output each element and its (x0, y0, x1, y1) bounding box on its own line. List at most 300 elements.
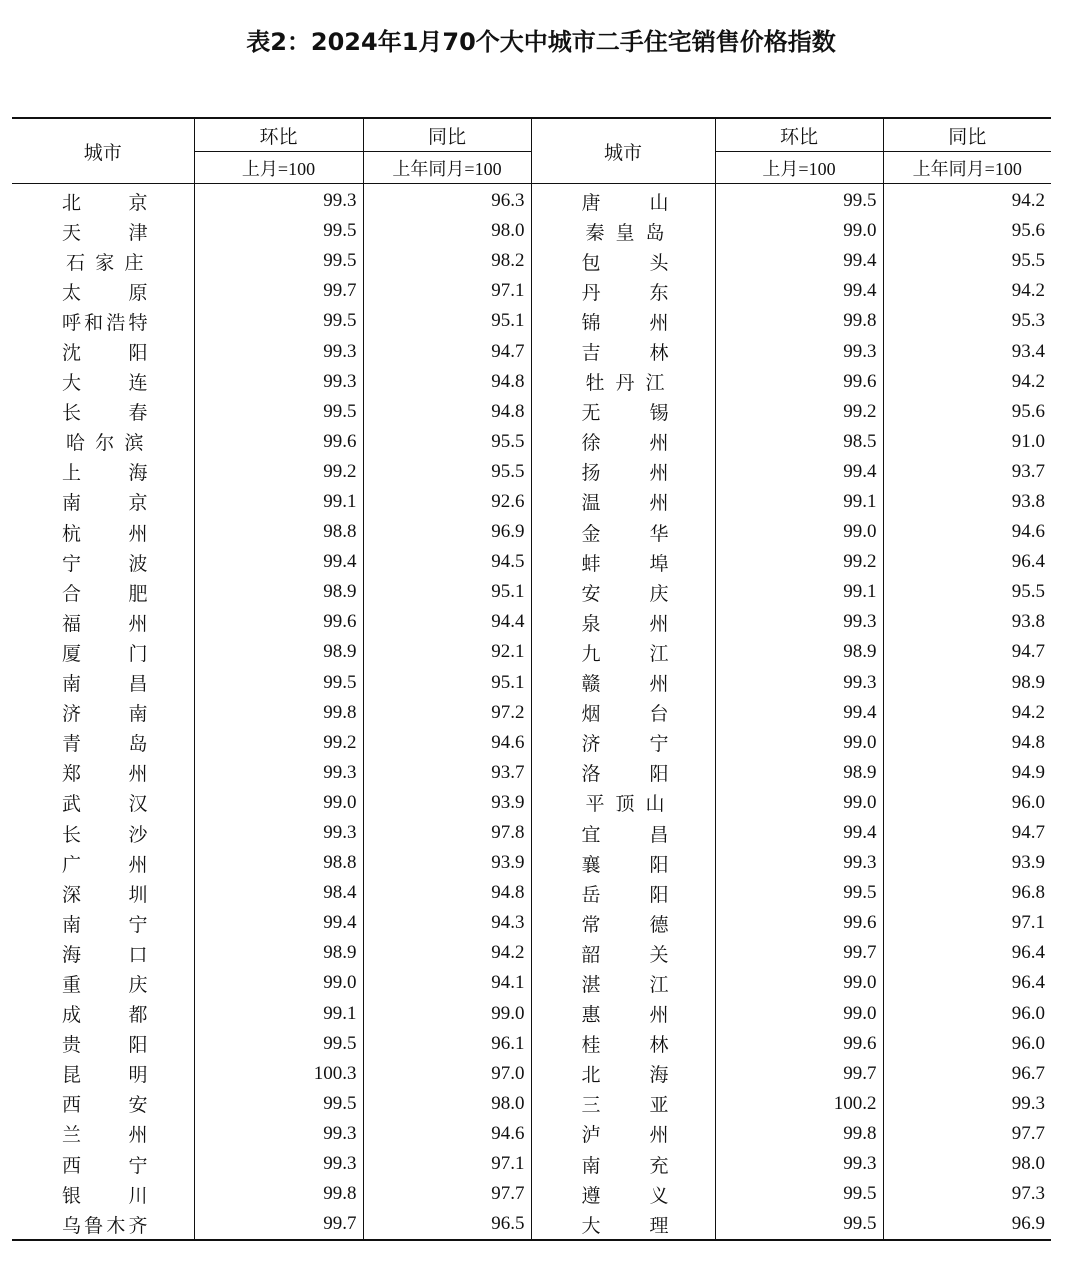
right-yoy-value: 96.4 (883, 968, 1051, 998)
right-city-cell (531, 367, 715, 397)
left-mom-value: 99.1 (194, 999, 363, 1029)
table-row (12, 999, 1051, 1029)
left-city-cell (12, 184, 194, 217)
right-city-cell (531, 276, 715, 306)
right-mom-value: 98.5 (715, 427, 883, 457)
left-city-cell (12, 1089, 194, 1119)
left-mom-value: 99.5 (194, 397, 363, 427)
right-yoy-value: 93.8 (883, 487, 1051, 517)
right-mom-value: 99.0 (715, 216, 883, 246)
right-mom-value: 99.0 (715, 968, 883, 998)
left-mom-value: 99.3 (194, 1149, 363, 1179)
left-city-cell (12, 427, 194, 457)
left-mom-value: 100.3 (194, 1059, 363, 1089)
right-mom-value: 99.8 (715, 1119, 883, 1149)
table-row (12, 1209, 1051, 1240)
left-yoy-value: 93.9 (363, 848, 531, 878)
left-yoy-value: 94.6 (363, 1119, 531, 1149)
right-city-header: 城市 (531, 118, 715, 184)
left-mom-value: 99.5 (194, 1089, 363, 1119)
city-name: 海 口 (62, 943, 148, 966)
table-row (12, 276, 1051, 306)
city-name: 岳 阳 (581, 883, 669, 906)
city-name: 三 亚 (581, 1094, 669, 1117)
right-yoy-value: 94.2 (883, 698, 1051, 728)
right-mom-value: 99.6 (715, 1029, 883, 1059)
right-yoy-value: 94.9 (883, 758, 1051, 788)
left-mom-value: 99.5 (194, 246, 363, 276)
city-name: 重 庆 (62, 973, 148, 996)
right-yoy-value: 94.7 (883, 818, 1051, 848)
right-mom-value: 99.4 (715, 698, 883, 728)
city-name: 天 津 (62, 221, 148, 244)
right-yoy-value: 97.1 (883, 908, 1051, 938)
left-city-cell (12, 1119, 194, 1149)
city-name: 福 州 (62, 612, 148, 635)
left-yoy-value: 96.3 (363, 184, 531, 217)
right-yoy-value: 96.9 (883, 1209, 1051, 1240)
city-name: 九 江 (581, 642, 669, 665)
right-city-cell (531, 728, 715, 758)
left-city-cell (12, 758, 194, 788)
left-city-cell (12, 788, 194, 818)
left-yoy-value: 94.5 (363, 547, 531, 577)
table-row (12, 878, 1051, 908)
left-mom-value: 99.3 (194, 336, 363, 366)
left-city-cell (12, 397, 194, 427)
left-yoy-value: 94.8 (363, 367, 531, 397)
left-mom-value: 99.2 (194, 728, 363, 758)
left-city-cell (12, 848, 194, 878)
right-yoy-value: 97.3 (883, 1179, 1051, 1209)
right-yoy-value: 94.2 (883, 276, 1051, 306)
left-city-cell (12, 999, 194, 1029)
city-name: 遵 义 (581, 1184, 669, 1207)
left-mom-value: 99.3 (194, 1119, 363, 1149)
left-mom-value: 99.6 (194, 427, 363, 457)
table-row (12, 1089, 1051, 1119)
left-yoy-value: 92.6 (363, 487, 531, 517)
left-yoy-value: 96.9 (363, 517, 531, 547)
right-city-cell (531, 184, 715, 217)
right-mom-value: 99.4 (715, 276, 883, 306)
city-name: 西 安 (62, 1094, 148, 1117)
left-city-cell (12, 276, 194, 306)
left-mom-value: 99.3 (194, 758, 363, 788)
right-city-cell (531, 698, 715, 728)
right-mom-value: 99.0 (715, 517, 883, 547)
right-mom-value: 99.1 (715, 487, 883, 517)
right-mom-header: 环比 (715, 118, 883, 152)
city-name: 太 原 (62, 281, 148, 304)
right-yoy-value: 95.5 (883, 577, 1051, 607)
table-row (12, 938, 1051, 968)
table-row (12, 184, 1051, 217)
right-city-cell (531, 577, 715, 607)
table-row (12, 758, 1051, 788)
right-city-cell (531, 457, 715, 487)
right-mom-value: 99.5 (715, 1209, 883, 1240)
right-city-cell (531, 607, 715, 637)
left-city-cell (12, 487, 194, 517)
left-mom-value: 99.0 (194, 788, 363, 818)
right-city-cell (531, 1209, 715, 1240)
right-city-cell (531, 938, 715, 968)
right-yoy-value: 96.0 (883, 788, 1051, 818)
left-yoy-value: 97.0 (363, 1059, 531, 1089)
left-mom-value: 99.7 (194, 1209, 363, 1240)
right-yoy-value: 94.2 (883, 184, 1051, 217)
city-name: 蚌 埠 (581, 552, 669, 575)
right-yoy-value: 96.4 (883, 547, 1051, 577)
left-yoy-value: 95.5 (363, 457, 531, 487)
city-name: 南 京 (62, 492, 148, 515)
left-yoy-value: 93.9 (363, 788, 531, 818)
city-name: 南 充 (581, 1154, 669, 1177)
city-name: 包 头 (581, 251, 669, 274)
left-yoy-value: 98.0 (363, 1089, 531, 1119)
table-row (12, 306, 1051, 336)
right-yoy-value: 94.8 (883, 728, 1051, 758)
left-mom-value: 98.4 (194, 878, 363, 908)
table-row (12, 577, 1051, 607)
left-yoy-value: 94.3 (363, 908, 531, 938)
table-row (12, 246, 1051, 276)
table-row (12, 1029, 1051, 1059)
table-row (12, 397, 1051, 427)
right-yoy-value: 94.2 (883, 367, 1051, 397)
city-name: 温 州 (581, 492, 669, 515)
left-yoy-value: 97.8 (363, 818, 531, 848)
right-yoy-value: 94.7 (883, 637, 1051, 667)
left-city-cell (12, 336, 194, 366)
table-row (12, 517, 1051, 547)
right-yoy-value: 99.3 (883, 1089, 1051, 1119)
city-name: 北 京 (62, 191, 148, 214)
right-mom-value: 98.9 (715, 637, 883, 667)
left-mom-value: 99.5 (194, 216, 363, 246)
city-name: 杭 州 (62, 522, 148, 545)
table-row (12, 788, 1051, 818)
city-name: 广 州 (62, 853, 148, 876)
left-city-cell (12, 577, 194, 607)
left-city-cell (12, 728, 194, 758)
table-body (12, 184, 1051, 1241)
right-mom-value: 99.1 (715, 577, 883, 607)
right-mom-value: 99.6 (715, 367, 883, 397)
left-yoy-value: 97.2 (363, 698, 531, 728)
right-mom-value: 99.4 (715, 457, 883, 487)
city-name: 西 宁 (62, 1154, 148, 1177)
right-yoy-value: 95.5 (883, 246, 1051, 276)
city-name: 宁 波 (62, 552, 148, 575)
city-name: 兰 州 (62, 1124, 148, 1147)
city-name: 银 川 (62, 1184, 148, 1207)
city-name: 无 锡 (581, 402, 669, 425)
right-mom-value: 99.3 (715, 848, 883, 878)
right-yoy-value: 91.0 (883, 427, 1051, 457)
city-name: 赣 州 (581, 673, 669, 696)
city-name: 成 都 (62, 1004, 148, 1027)
left-yoy-value: 99.0 (363, 999, 531, 1029)
right-mom-value: 99.2 (715, 397, 883, 427)
right-yoy-value: 97.7 (883, 1119, 1051, 1149)
left-city-cell (12, 668, 194, 698)
left-mom-value: 98.9 (194, 938, 363, 968)
left-mom-value: 98.8 (194, 848, 363, 878)
right-city-cell (531, 908, 715, 938)
right-mom-value: 99.5 (715, 878, 883, 908)
table-row (12, 427, 1051, 457)
left-city-cell (12, 938, 194, 968)
left-city-cell (12, 547, 194, 577)
right-yoy-header: 同比 (883, 118, 1051, 152)
left-yoy-value: 96.1 (363, 1029, 531, 1059)
right-mom-value: 98.9 (715, 758, 883, 788)
left-mom-value: 99.7 (194, 276, 363, 306)
left-mom-value: 99.1 (194, 487, 363, 517)
city-name: 泉 州 (581, 612, 669, 635)
left-yoy-value: 94.8 (363, 397, 531, 427)
city-name: 石 家 庄 (66, 251, 144, 274)
right-yoy-value: 96.0 (883, 999, 1051, 1029)
left-yoy-value: 97.1 (363, 1149, 531, 1179)
left-yoy-value: 97.1 (363, 276, 531, 306)
left-city-cell (12, 246, 194, 276)
left-yoy-value: 98.0 (363, 216, 531, 246)
city-name: 韶 关 (581, 943, 669, 966)
left-mom-value: 99.3 (194, 818, 363, 848)
right-city-cell (531, 216, 715, 246)
right-city-cell (531, 336, 715, 366)
left-mom-value: 98.9 (194, 637, 363, 667)
city-name: 乌 鲁 木 齐 (62, 1214, 148, 1237)
city-name: 平 顶 山 (585, 793, 665, 816)
city-name: 哈 尔 滨 (66, 432, 144, 455)
city-name: 洛 阳 (581, 763, 669, 786)
table-row (12, 848, 1051, 878)
left-mom-value: 99.3 (194, 367, 363, 397)
left-mom-value: 99.5 (194, 668, 363, 698)
right-city-cell (531, 547, 715, 577)
right-yoy-value: 95.6 (883, 397, 1051, 427)
left-city-cell (12, 517, 194, 547)
left-yoy-value: 92.1 (363, 637, 531, 667)
right-city-cell (531, 487, 715, 517)
price-index-table (12, 117, 1051, 1241)
left-city-cell (12, 1149, 194, 1179)
left-mom-value: 99.6 (194, 607, 363, 637)
right-yoy-value: 96.0 (883, 1029, 1051, 1059)
right-city-cell (531, 1029, 715, 1059)
city-name: 厦 门 (62, 642, 148, 665)
table-row (12, 1119, 1051, 1149)
left-yoy-value: 94.1 (363, 968, 531, 998)
left-city-cell (12, 637, 194, 667)
city-name: 南 昌 (62, 673, 148, 696)
city-name: 南 宁 (62, 913, 148, 936)
table-row (12, 607, 1051, 637)
city-name: 北 海 (581, 1064, 669, 1087)
left-mom-value: 99.4 (194, 547, 363, 577)
left-yoy-value: 93.7 (363, 758, 531, 788)
right-mom-value: 99.8 (715, 306, 883, 336)
right-city-cell (531, 1119, 715, 1149)
right-mom-value: 99.0 (715, 999, 883, 1029)
left-city-cell (12, 908, 194, 938)
table-row (12, 1149, 1051, 1179)
left-mom-value: 99.8 (194, 1179, 363, 1209)
left-city-cell (12, 457, 194, 487)
city-name: 烟 台 (581, 703, 669, 726)
city-name: 锦 州 (581, 311, 669, 334)
right-city-cell (531, 1059, 715, 1089)
right-mom-value: 99.4 (715, 246, 883, 276)
table-row (12, 1059, 1051, 1089)
left-yoy-value: 94.8 (363, 878, 531, 908)
left-mom-value: 99.4 (194, 908, 363, 938)
left-mom-value: 98.9 (194, 577, 363, 607)
left-yoy-value: 94.2 (363, 938, 531, 968)
right-mom-value: 100.2 (715, 1089, 883, 1119)
right-yoy-value: 94.6 (883, 517, 1051, 547)
left-yoy-value: 95.5 (363, 427, 531, 457)
left-city-cell (12, 878, 194, 908)
left-yoy-value: 97.7 (363, 1179, 531, 1209)
city-name: 丹 东 (581, 281, 669, 304)
right-city-cell (531, 1179, 715, 1209)
city-name: 济 南 (62, 703, 148, 726)
right-yoy-value: 95.3 (883, 306, 1051, 336)
right-mom-value: 99.3 (715, 1149, 883, 1179)
left-yoy-value: 98.2 (363, 246, 531, 276)
right-mom-value: 99.6 (715, 908, 883, 938)
left-yoy-base: 上年同月=100 (363, 152, 531, 184)
right-city-cell (531, 758, 715, 788)
table-row (12, 457, 1051, 487)
right-city-cell (531, 848, 715, 878)
left-mom-value: 99.2 (194, 457, 363, 487)
left-mom-value: 99.8 (194, 698, 363, 728)
right-city-cell (531, 637, 715, 667)
left-city-cell (12, 968, 194, 998)
city-name: 吉 林 (581, 342, 669, 365)
city-name: 安 庆 (581, 582, 669, 605)
table-row (12, 637, 1051, 667)
right-mom-value: 99.2 (715, 547, 883, 577)
right-yoy-value: 93.9 (883, 848, 1051, 878)
city-name: 上 海 (62, 462, 148, 485)
city-name: 扬 州 (581, 462, 669, 485)
city-name: 秦 皇 岛 (585, 221, 665, 244)
city-name: 大 理 (581, 1214, 669, 1237)
left-yoy-value: 96.5 (363, 1209, 531, 1240)
table-row (12, 698, 1051, 728)
right-city-cell (531, 306, 715, 336)
right-city-cell (531, 397, 715, 427)
table-row (12, 908, 1051, 938)
right-yoy-value: 96.7 (883, 1059, 1051, 1089)
left-mom-value: 98.8 (194, 517, 363, 547)
left-city-cell (12, 698, 194, 728)
left-city-cell (12, 367, 194, 397)
right-city-cell (531, 668, 715, 698)
left-yoy-value: 95.1 (363, 306, 531, 336)
left-yoy-value: 94.6 (363, 728, 531, 758)
left-mom-value: 99.5 (194, 306, 363, 336)
left-city-cell (12, 306, 194, 336)
city-name: 宜 昌 (581, 823, 669, 846)
right-mom-value: 99.3 (715, 336, 883, 366)
right-mom-value: 99.0 (715, 728, 883, 758)
table-row (12, 968, 1051, 998)
right-city-cell (531, 517, 715, 547)
table-row (12, 487, 1051, 517)
right-mom-value: 99.5 (715, 1179, 883, 1209)
table-row (12, 367, 1051, 397)
city-name: 金 华 (581, 522, 669, 545)
table-row (12, 547, 1051, 577)
right-yoy-value: 93.8 (883, 607, 1051, 637)
city-name: 深 圳 (62, 883, 148, 906)
left-city-cell (12, 818, 194, 848)
left-city-cell (12, 1209, 194, 1240)
city-name: 郑 州 (62, 763, 148, 786)
city-name: 武 汉 (62, 793, 148, 816)
left-city-cell (12, 1029, 194, 1059)
right-city-cell (531, 1149, 715, 1179)
right-yoy-value: 96.8 (883, 878, 1051, 908)
right-mom-value: 99.7 (715, 1059, 883, 1089)
table-title: 表2：2024年1月70个大中城市二手住宅销售价格指数 (246, 28, 836, 56)
city-name: 大 连 (62, 372, 148, 395)
city-name: 常 德 (581, 913, 669, 936)
left-city-cell (12, 1059, 194, 1089)
city-name: 呼 和 浩 特 (62, 311, 148, 334)
right-city-cell (531, 246, 715, 276)
city-name: 长 春 (62, 402, 148, 425)
city-name: 徐 州 (581, 432, 669, 455)
city-name: 惠 州 (581, 1004, 669, 1027)
table-row (12, 336, 1051, 366)
city-name: 襄 阳 (581, 853, 669, 876)
right-mom-value: 99.3 (715, 607, 883, 637)
right-city-cell (531, 427, 715, 457)
city-name: 济 宁 (581, 733, 669, 756)
city-name: 唐 山 (581, 191, 669, 214)
city-name: 昆 明 (62, 1064, 148, 1087)
left-city-cell (12, 1179, 194, 1209)
right-mom-value: 99.7 (715, 938, 883, 968)
right-city-cell (531, 878, 715, 908)
right-yoy-value: 96.4 (883, 938, 1051, 968)
right-yoy-value: 95.6 (883, 216, 1051, 246)
left-yoy-value: 94.7 (363, 336, 531, 366)
left-yoy-value: 95.1 (363, 668, 531, 698)
left-yoy-header: 同比 (363, 118, 531, 152)
city-name: 牡 丹 江 (585, 372, 665, 395)
city-name: 合 肥 (62, 582, 148, 605)
left-city-header: 城市 (12, 118, 194, 184)
right-yoy-value: 93.4 (883, 336, 1051, 366)
city-name: 贵 阳 (62, 1034, 148, 1057)
right-mom-base: 上月=100 (715, 152, 883, 184)
right-mom-value: 99.3 (715, 668, 883, 698)
left-yoy-value: 94.4 (363, 607, 531, 637)
table-row (12, 818, 1051, 848)
city-name: 桂 林 (581, 1034, 669, 1057)
right-yoy-value: 93.7 (883, 457, 1051, 487)
